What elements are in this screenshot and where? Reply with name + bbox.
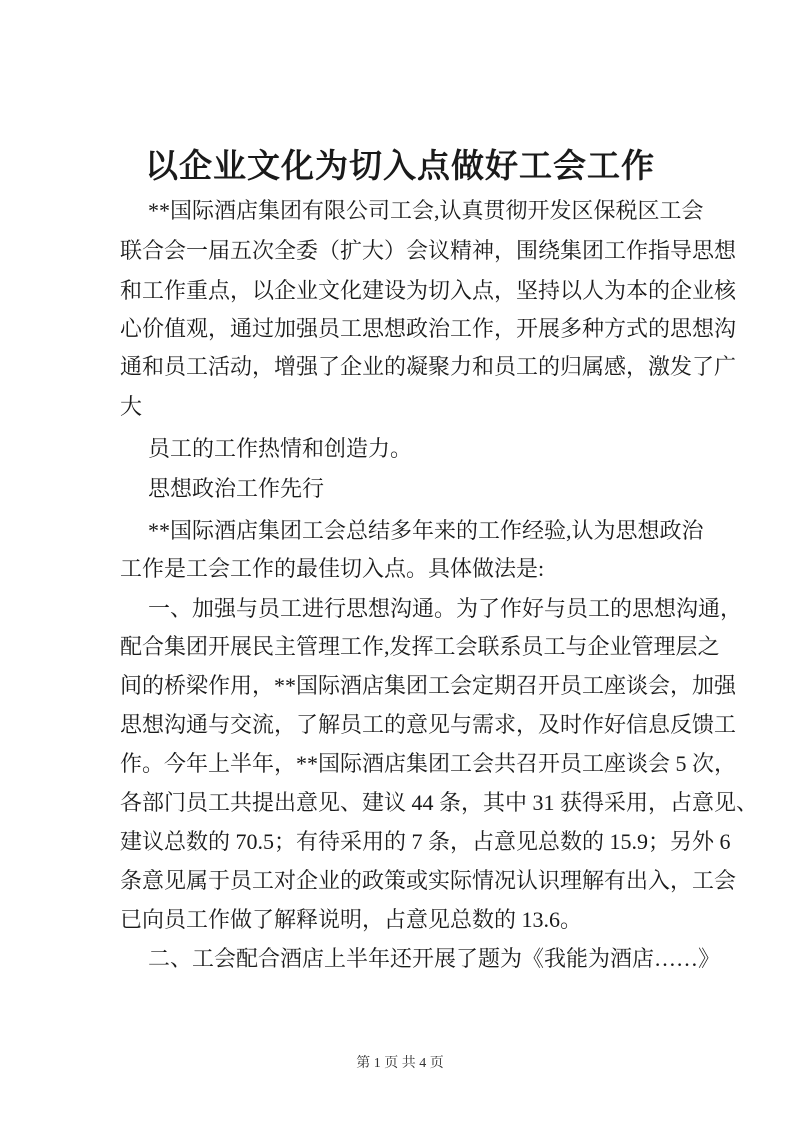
text-line: 作。今年上半年，**国际酒店集团工会共召开员工座谈会 5 次， xyxy=(120,751,737,776)
text-line: 员工的工作热情和创造力。 xyxy=(148,436,413,461)
page-number: 第 1 页 共 4 页 xyxy=(356,1056,444,1071)
text-line: 已向员工作做了解释说明，占意见总数的 13.6。 xyxy=(120,907,583,932)
text-line: 各部门员工共提出意见、建议 44 条，其中 31 获得采用，占意见、 xyxy=(120,790,759,815)
text-line: 建议总数的 70.5；有待采用的 7 条，占意见总数的 15.9；另外 6 xyxy=(120,829,731,854)
text-line: **国际酒店集团有限公司工会,认真贯彻开发区保税区工会 xyxy=(148,198,704,223)
text-line: 配合集团开展民主管理工作,发挥工会联系员工与企业管理层之 xyxy=(120,634,720,659)
text-line: 条意见属于员工对企业的政策或实际情况认识理解有出入，工会 xyxy=(120,868,737,893)
text-line: **国际酒店集团工会总结多年来的工作经验,认为思想政治 xyxy=(148,518,704,543)
document-title: 以企业文化为切入点做好工会工作 xyxy=(145,149,655,185)
text-line: 思想政治工作先行 xyxy=(148,476,325,501)
text-line: 通和员工活动，增强了企业的凝聚力和员工的归属感，激发了广 xyxy=(120,354,737,379)
text-line: 思想沟通与交流，了解员工的意见与需求，及时作好信息反馈工 xyxy=(120,712,737,737)
text-line: 大 xyxy=(120,394,143,419)
text-line: 二、工会配合酒店上半年还开展了题为《我能为酒店……》 xyxy=(148,946,721,971)
text-line: 工作是工会工作的最佳切入点。具体做法是: xyxy=(120,556,545,581)
text-line: 联合会一届五次全委（扩大）会议精神，围绕集团工作指导思想 xyxy=(120,238,737,263)
text-line: 间的桥梁作用，**国际酒店集团工会定期召开员工座谈会，加强 xyxy=(120,673,737,698)
text-line: 心价值观，通过加强员工思想政治工作，开展多种方式的思想沟 xyxy=(120,316,737,341)
text-line: 一、加强与员工进行思想沟通。为了作好与员工的思想沟通， xyxy=(148,596,743,621)
text-line: 和工作重点，以企业文化建设为切入点，坚持以人为本的企业核 xyxy=(120,278,737,303)
